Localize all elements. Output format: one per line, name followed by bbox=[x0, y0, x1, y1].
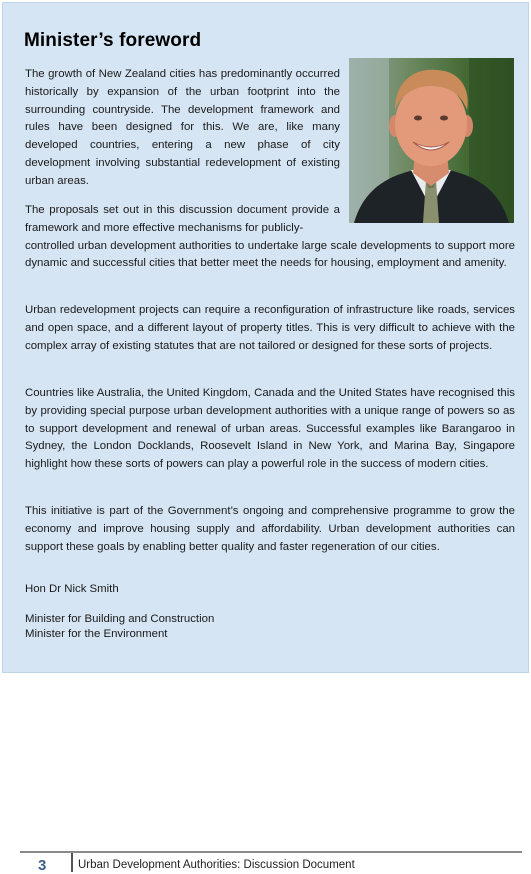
signature-role-environment: Minister for the Environment bbox=[25, 628, 168, 640]
paragraph-proposals bbox=[25, 202, 515, 273]
minister-portrait-photo bbox=[349, 58, 514, 223]
footer-divider bbox=[71, 853, 73, 872]
paragraph-proposals-rest: controlled urban development authorities to undertake large scale developments to support more dynamic and successful cities that better meet the needs for housing, employment and amenity. bbox=[25, 239, 515, 270]
paragraph-initiative: This initiative is part of the Government’s ongoing and comprehensive programme to grow the economy and improve housing supply and affordability. Urban development authorities can support these goals by enabling better quality and faster regeneration of our cities. bbox=[25, 505, 515, 553]
page-title: Minister’s foreword bbox=[24, 30, 202, 51]
paragraph-proposals-line1: The proposals set out in this discussion document provide a framework and more effective mechanisms for publicly- bbox=[25, 204, 340, 234]
footer-document-title: Urban Development Authorities: Discussion Document bbox=[78, 859, 355, 871]
paragraph-redevelopment: Urban redevelopment projects can require a reconfiguration of infrastructure like roads, services and open space, and a different layout of property titles. This is very difficult to achieve with the complex array of existing statutes that are not tailored or designed for these sorts of projects. bbox=[25, 304, 515, 352]
portrait-illustration bbox=[349, 58, 514, 223]
signature-role-building: Minister for Building and Construction bbox=[25, 613, 215, 625]
signature-name: Hon Dr Nick Smith bbox=[25, 583, 119, 595]
paragraph-intro: The growth of New Zealand cities has predominantly occurred historically by expansion of the urban footprint into the surrounding countryside. The development framework and rules have been designed for this. We are, like many developed countries, entering a new phase of city development involving substantial redevelopment of existing urban areas. bbox=[25, 68, 340, 187]
paragraph-countries: Countries like Australia, the United Kingdom, Canada and the United States have recognised this by providing special purpose urban development authorities with a unique range of powers so as to support development and renewal of urban areas. Successful examples like Barangaroo in Sydney, the London Docklands, Roosevelt Island in New York, and Marina Bay, Singapore highlight how these sorts of powers can play a powerful role in the success of modern cities. bbox=[25, 387, 515, 471]
page-number: 3 bbox=[38, 857, 47, 874]
footer-rule bbox=[20, 851, 522, 853]
